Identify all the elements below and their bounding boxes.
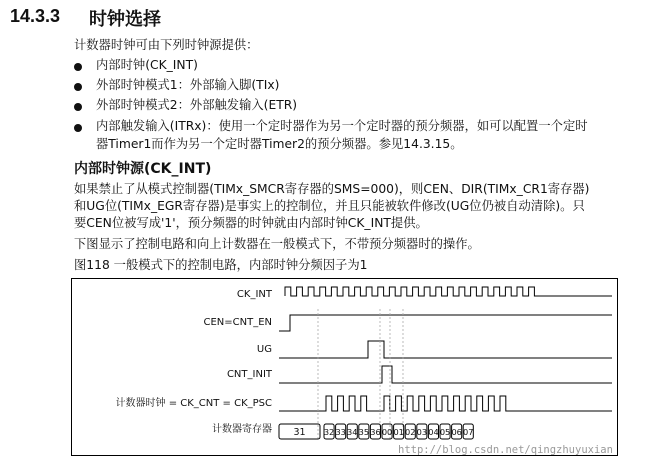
figure-caption: 图118 一般模式下的控制电路，内部时钟分频因子为1	[74, 258, 368, 272]
paragraph-line: 要CEN位被写成'1'，预分频器的时钟就由内部时钟CK_INT提供。	[74, 216, 428, 230]
ug-waveform	[279, 341, 612, 358]
bullet-dot	[74, 83, 82, 91]
bullet-item-continued: 器Timer1而作为另一个定时器Timer2的预分频器。参见14.3.15。	[96, 137, 463, 151]
register-value: 00	[381, 427, 393, 437]
register-value: 32	[323, 427, 335, 437]
paragraph-line: 如果禁止了从模式控制器(TIMx_SMCR寄存器的SMS=000)，则CEN、DIR(TIMx_CR1寄存器)	[74, 182, 590, 196]
section-number: 14.3.3	[10, 6, 61, 26]
signal-label: CNT_INIT	[226, 369, 272, 380]
bullet-dot	[74, 103, 82, 111]
ck-int-waveform	[285, 287, 612, 296]
register-value: 33	[335, 427, 346, 437]
cnt-init-waveform	[279, 366, 612, 383]
section-title: 时钟选择	[89, 9, 161, 30]
description-line: 下图显示了控制电路和向上计数器在一般模式下，不带预分频器时的操作。	[74, 237, 480, 251]
register-value: 35	[358, 427, 370, 437]
register-value: 07	[463, 427, 474, 437]
bullet-item: 外部时钟模式1：外部输入脚(TIx)	[96, 78, 280, 92]
timing-svg	[72, 279, 617, 455]
signal-label: CK_INT	[236, 289, 272, 300]
bullet-dot	[74, 124, 82, 132]
bullet-item: 内部触发输入(ITRx)：使用一个定时器作为另一个定时器的预分频器，如可以配置一个定时	[96, 119, 588, 133]
cen-waveform	[279, 315, 612, 331]
register-value: 05	[439, 427, 451, 437]
intro-text: 计数器时钟可由下列时钟源提供：	[74, 38, 259, 52]
bullet-dot	[74, 63, 82, 71]
subheading: 内部时钟源(CK_INT)	[74, 161, 212, 177]
register-value: 03	[416, 427, 428, 437]
register-value: 31	[293, 427, 306, 438]
watermark: http://blog.csdn.net/qingzhuyuxian	[398, 444, 613, 456]
signal-label: 计数器寄存器	[212, 424, 272, 435]
register-value: 04	[428, 427, 439, 437]
register-value: 06	[451, 427, 462, 437]
signal-label: CEN=CNT_EN	[203, 317, 272, 328]
bullet-item: 内部时钟(CK_INT)	[96, 58, 198, 72]
register-value: 01	[393, 427, 404, 437]
register-value: 34	[347, 427, 358, 437]
signal-label: 计数器时钟 = CK_CNT = CK_PSC	[115, 398, 272, 409]
signal-label: UG	[256, 344, 272, 355]
counter-clock-waveform	[279, 396, 612, 411]
register-value: 02	[405, 427, 416, 437]
paragraph-line: 和UG位(TIMx_EGR寄存器)是事实上的控制位，并且只能被软件修改(UG位仍被自动清除)。只	[74, 199, 585, 213]
timing-diagram	[71, 278, 618, 456]
bullet-item: 外部时钟模式2：外部触发输入(ETR)	[96, 98, 298, 112]
register-value: 36	[370, 427, 381, 437]
